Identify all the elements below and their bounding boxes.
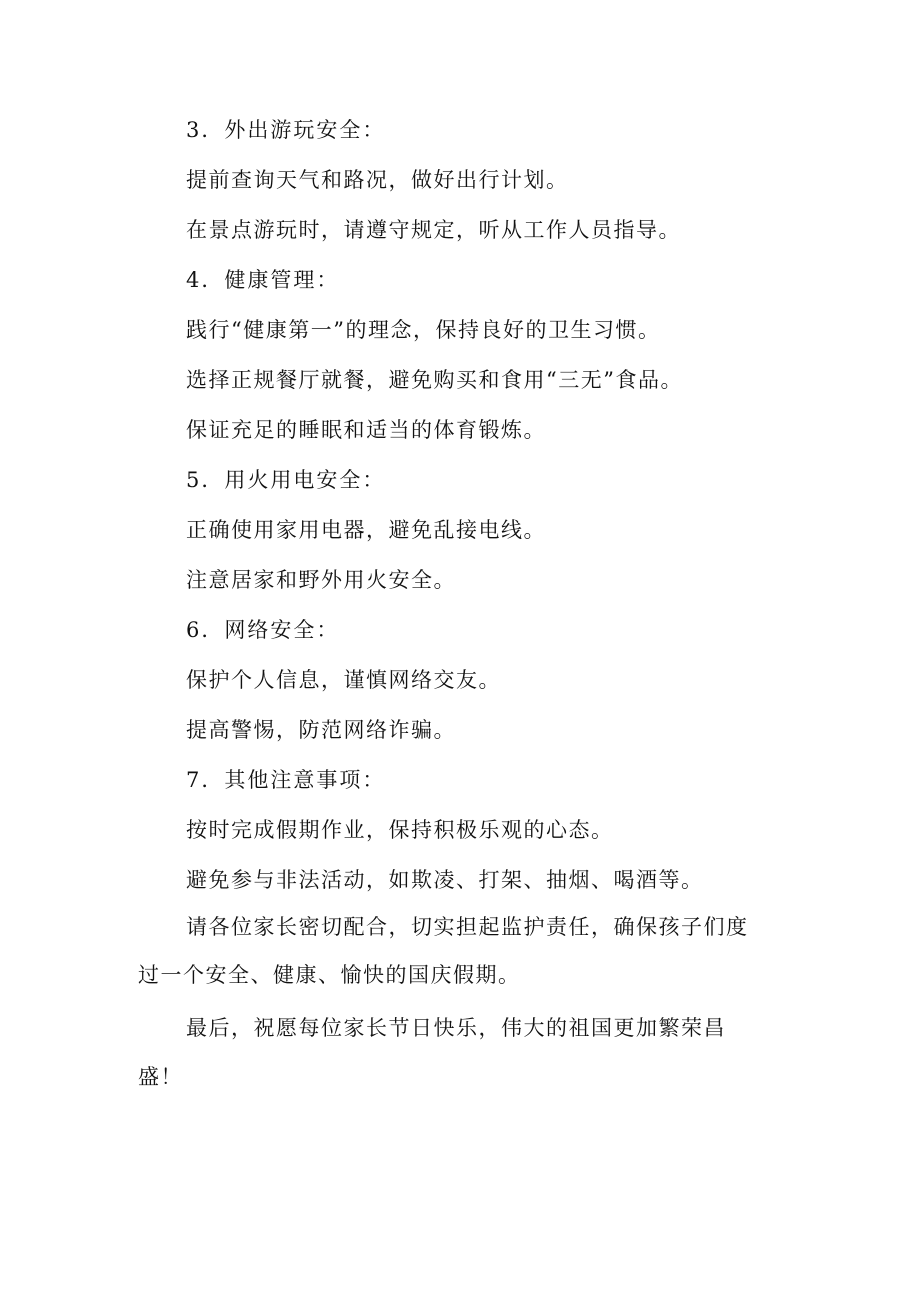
paragraph-line: 提前查询天气和路况，做好出行计划。 [186, 168, 569, 192]
section-heading: 7．其他注意事项： [186, 768, 386, 792]
paragraph-line: 保证充足的睡眠和适当的体育锻炼。 [186, 418, 546, 442]
paragraph-line: 保护个人信息，谨慎网络交友。 [186, 668, 501, 692]
section-heading: 3．外出游玩安全： [186, 118, 386, 142]
section-heading: 6．网络安全： [186, 618, 340, 642]
paragraph-line: 按时完成假期作业，保持积极乐观的心态。 [186, 818, 614, 842]
paragraph-line: 避免参与非法活动，如欺凌、打架、抽烟、喝酒等。 [186, 868, 704, 892]
paragraph-line: 提高警惕，防范网络诈骗。 [186, 718, 456, 742]
closing-paragraph-line: 最后，祝愿每位家长节日快乐，伟大的祖国更加繁荣昌 [186, 1016, 726, 1040]
closing-paragraph-continuation: 盛！ [138, 1065, 183, 1089]
paragraph-line: 在景点游玩时，请遵守规定，听从工作人员指导。 [186, 218, 681, 242]
section-heading: 5．用火用电安全： [186, 468, 386, 492]
paragraph-line: 践行“健康第一”的理念，保持良好的卫生习惯。 [186, 318, 661, 342]
paragraph-line: 正确使用家用电器，避免乱接电线。 [186, 518, 546, 542]
paragraph-line: 注意居家和野外用火安全。 [186, 568, 456, 592]
closing-paragraph-continuation: 过一个安全、健康、愉快的国庆假期。 [138, 963, 521, 987]
section-heading: 4．健康管理： [186, 268, 340, 292]
paragraph-line: 选择正规餐厅就餐，避免购买和食用“三无”食品。 [186, 368, 683, 392]
closing-paragraph-line: 请各位家长密切配合，切实担起监护责任，确保孩子们度 [186, 915, 749, 939]
